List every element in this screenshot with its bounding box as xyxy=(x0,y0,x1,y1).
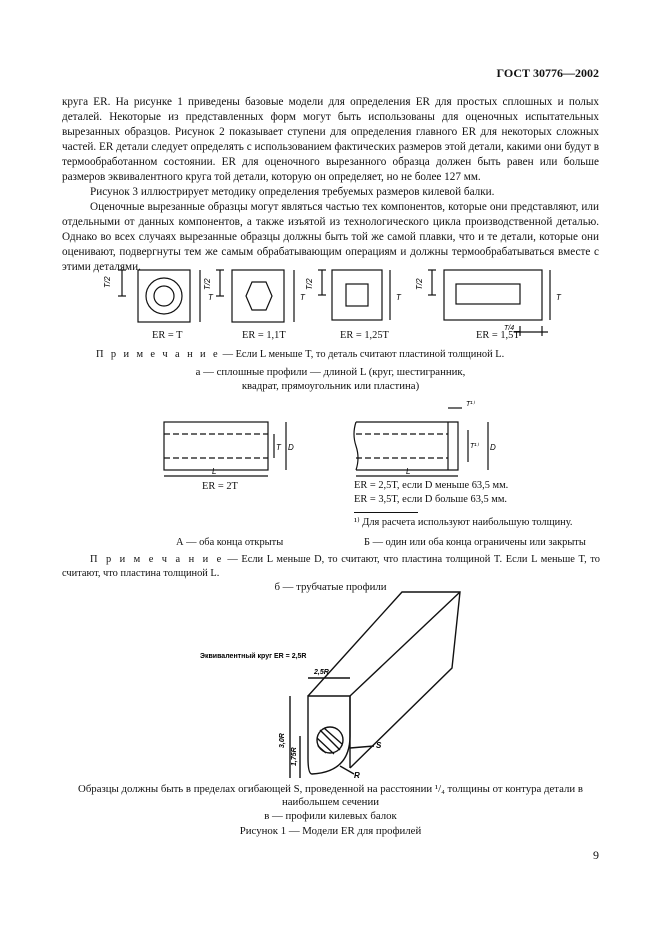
tube-label-a: А — оба конца открыты xyxy=(176,537,284,548)
dim-t-tube: T xyxy=(276,443,281,452)
dim-t1-side: T¹⁾ xyxy=(470,443,479,450)
dim-t-3: T xyxy=(396,293,401,302)
dim-half-t-1: T/2 xyxy=(103,276,112,288)
dim-t-2: T xyxy=(300,293,305,302)
keel-block-drawing xyxy=(290,592,460,778)
fig-a-note-text: — Если L меньше T, то деталь считают пластиной толщиной L. xyxy=(220,349,505,360)
tube-closed-er-2: ER = 3,5T, если D больше 63,5 мм. xyxy=(354,494,508,505)
figure-c-keel-block xyxy=(190,588,480,784)
er-label-circle: ER = T xyxy=(152,330,183,341)
dim-2-5r: 2,5R xyxy=(314,669,329,676)
page-number: 9 xyxy=(593,848,599,862)
dim-half-t-3: T/2 xyxy=(305,278,314,290)
fig-a-caption-line2: квадрат, прямоугольник или пластина) xyxy=(241,380,420,392)
fig-c-caption: в — профили килевых балок xyxy=(264,810,397,822)
dim-r: R xyxy=(354,771,360,780)
tube-closed-ends xyxy=(354,408,488,476)
fig-c-note: Образцы должны быть в пределах огибающей S, проведенной на расстоянии ¹/₄ толщины от контура детали в наибольшем сечении xyxy=(78,783,583,809)
tube-label-b: Б — один или оба конца ограничены или закрыты xyxy=(364,537,586,548)
dim-t1-top: T¹⁾ xyxy=(466,401,475,408)
dim-l-tube: L xyxy=(212,467,217,476)
document-code: ГОСТ 30776—2002 xyxy=(496,66,599,80)
dim-s: S xyxy=(376,741,382,750)
body-paragraph-3: Оценочные вырезанные образцы могут являться частью тех компонентов, которые они представляют, или отдельными от данных компонентов, а также изъятой из технологического цикла производственной деталью. Однако во всех случаях вырезанные образцы должны быть той же самой плавки, что и те детали, которые они оценивают, подвергнуты тем же самым обрабатывающим операциям и должны термообрабатываться вместе с этими деталями. xyxy=(62,201,599,274)
keel-title: Эквивалентный круг ER = 2,5R xyxy=(200,653,307,660)
fig-a-note xyxy=(96,349,596,360)
dim-d-tube: D xyxy=(288,443,294,452)
tube-open-er: ER = 2T xyxy=(202,481,238,492)
er-label-hexagon: ER = 1,1T xyxy=(242,330,286,341)
er-label-square: ER = 1,25T xyxy=(340,330,389,341)
body-paragraph-1: круга ER. На рисунке 1 приведены базовые модели для определения ER для простых сплошных и полых деталей. Некоторые из представленных форм могут быть использованы для оценочных испытательных вырезанных образцов. Рисунок 2 показывает ступени для определения главного ER для некоторых сложных частей. ER детали следует определять с использованием фактических размеров этой детали, какими они будут в термообработанном состоянии. ER для оценочного вырезанного образца должен быть равен или больше размеров эквивалентного круга той детали, которую он определяет, но не более 127 мм. xyxy=(62,96,599,184)
dim-d-closed: D xyxy=(490,443,496,452)
fig-a-note-label: П р и м е ч а н и е xyxy=(96,349,220,360)
fig-b-note xyxy=(62,553,600,581)
dim-half-t-2: T/2 xyxy=(203,278,212,290)
dim-3-0r: 3,0R xyxy=(279,733,286,748)
dim-1-75r: 1,75R xyxy=(291,747,298,766)
tube-closed-er-1: ER = 2,5T, если D меньше 63,5 мм. xyxy=(354,480,509,491)
dim-t4: T/4 xyxy=(504,325,515,332)
body-paragraph-2: Рисунок 3 иллюстрирует методику определения требуемых размеров килевой балки. xyxy=(90,186,495,198)
profile-hexagon xyxy=(216,270,294,322)
profile-circle xyxy=(118,270,200,322)
figure-b-tubular-profiles xyxy=(150,394,510,492)
dim-t-4: T xyxy=(556,293,561,302)
dim-half-t-4: T/2 xyxy=(415,278,424,290)
footnote: ¹⁾ Для расчета используют наибольшую толщину. xyxy=(354,517,573,528)
fig-b-caption: б — трубчатые профили xyxy=(274,581,387,593)
dim-t-1: T xyxy=(208,293,213,302)
profile-square xyxy=(318,270,390,320)
er-label-rectangle: ER = 1,5T xyxy=(476,330,520,341)
fig-a-caption-line1: а — сплошные профили — длиной L (круг, шестигранник, xyxy=(195,366,466,378)
fig-b-note-label: П р и м е ч а н и е xyxy=(90,554,224,565)
figure-title: Рисунок 1 — Модели ER для профилей xyxy=(239,825,422,837)
profile-rectangle xyxy=(428,270,550,336)
fig-b-note-text: — Если L меньше D, то считают, что пластина толщиной T. Если L меньше T, то считают, что пластина толщиной L. xyxy=(62,554,600,579)
footnote-rule xyxy=(354,512,418,513)
tube-open-ends xyxy=(164,422,286,476)
dim-l-closed: L xyxy=(406,467,411,476)
